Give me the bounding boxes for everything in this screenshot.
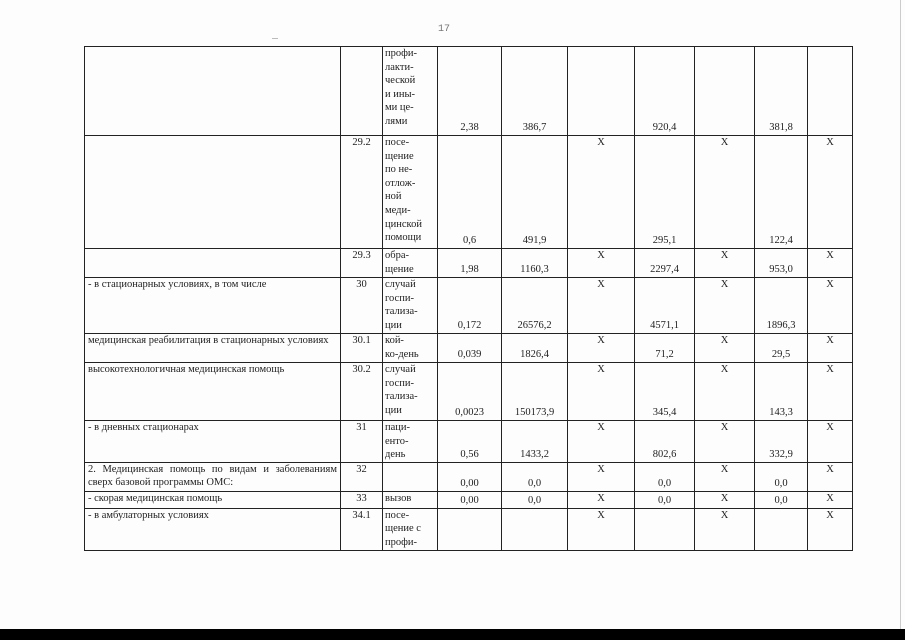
unit-cell bbox=[383, 491, 438, 508]
indicator-name-cell bbox=[85, 47, 341, 136]
unit-line: госпи- bbox=[385, 292, 414, 304]
indicator-name: - в дневных стационарах bbox=[88, 422, 199, 433]
x-mark-cell bbox=[808, 508, 853, 550]
total-cost-cell bbox=[755, 363, 808, 421]
row-number-cell bbox=[341, 249, 383, 278]
indicator-name-cell bbox=[85, 249, 341, 278]
table-row bbox=[85, 462, 853, 491]
x-mark-cell-text: X bbox=[720, 364, 729, 375]
x-mark-cell bbox=[695, 334, 755, 363]
x-mark-cell-text: X bbox=[597, 509, 605, 521]
unit-line: день bbox=[385, 449, 406, 461]
unit-cell bbox=[383, 136, 438, 249]
per-capita-cell bbox=[635, 136, 695, 249]
table-row bbox=[85, 421, 853, 463]
per-capita-cell-text: 2297,4 bbox=[650, 264, 679, 276]
cost-norm-cell bbox=[502, 421, 568, 463]
x-mark-cell bbox=[695, 278, 755, 334]
x-mark-cell-text: X bbox=[826, 509, 834, 521]
unit-line: вызов bbox=[385, 492, 412, 504]
per-capita-cell-text: 0,0 bbox=[657, 478, 672, 490]
indicator-name: - в амбулаторных условиях bbox=[88, 509, 209, 521]
unit-line: ми це- bbox=[385, 102, 414, 114]
x-mark-cell bbox=[695, 421, 755, 463]
cost-norm-cell bbox=[502, 363, 568, 421]
x-mark-cell bbox=[808, 491, 853, 508]
total-cost-cell-text: 381,8 bbox=[769, 122, 793, 134]
unit-line: лакти- bbox=[385, 61, 414, 73]
cost-norm-cell bbox=[502, 491, 568, 508]
row-number-cell bbox=[341, 47, 383, 136]
unit-line: паци- bbox=[385, 422, 411, 433]
total-cost-cell bbox=[755, 278, 808, 334]
unit-cell bbox=[383, 47, 438, 136]
row-number-cell bbox=[341, 491, 383, 508]
total-cost-cell-text: 1896,3 bbox=[766, 320, 796, 332]
x-mark-cell bbox=[695, 363, 755, 421]
volume-norm-cell bbox=[438, 249, 502, 278]
row-number-cell-text: 30 bbox=[356, 279, 367, 290]
unit-line: цинской bbox=[385, 218, 422, 230]
total-cost-cell-text: 0,0 bbox=[774, 478, 788, 490]
unit-line: щение с bbox=[385, 523, 421, 535]
unit-line: профи- bbox=[385, 48, 418, 59]
unit-cell bbox=[383, 508, 438, 550]
per-capita-cell-text: 345,4 bbox=[652, 407, 677, 419]
cost-norm-cell-text: 150173,9 bbox=[514, 407, 555, 419]
row-number-cell-text: 30.1 bbox=[352, 335, 371, 346]
indicator-name: высокотехнологичная медицинская помощь bbox=[88, 364, 285, 375]
x-mark-cell-text: X bbox=[826, 364, 834, 375]
total-cost-cell-text: 143,3 bbox=[769, 407, 793, 419]
table-row bbox=[85, 334, 853, 363]
table-row bbox=[85, 508, 853, 550]
volume-norm-cell-text: 0,00 bbox=[460, 495, 479, 507]
x-mark-cell-text: X bbox=[597, 250, 605, 261]
volume-norm-cell bbox=[438, 421, 502, 463]
unit-cell bbox=[383, 363, 438, 421]
table-row bbox=[85, 136, 853, 249]
per-capita-cell bbox=[635, 421, 695, 463]
cost-norm-cell-text: 1160,3 bbox=[520, 264, 549, 276]
cost-norm-cell-text: 0,0 bbox=[527, 495, 542, 507]
x-mark-cell-text: X bbox=[826, 137, 834, 148]
row-number-cell-text: 29.2 bbox=[352, 137, 371, 148]
cost-norm-cell-text: 0,0 bbox=[527, 478, 542, 490]
total-cost-cell bbox=[755, 334, 808, 363]
unit-cell bbox=[383, 278, 438, 334]
x-mark-cell-text: X bbox=[826, 463, 834, 475]
total-cost-cell bbox=[755, 249, 808, 278]
unit-line: щение bbox=[385, 150, 414, 162]
unit-line: тализа- bbox=[385, 306, 418, 318]
unit-line: лями bbox=[385, 115, 408, 127]
x-mark-cell-text: X bbox=[826, 250, 834, 261]
unit-line: кой- bbox=[385, 335, 404, 346]
x-mark-cell bbox=[568, 491, 635, 508]
cost-norm-cell bbox=[502, 508, 568, 550]
scan-mark bbox=[272, 38, 278, 39]
per-capita-cell bbox=[635, 47, 695, 136]
x-mark-cell bbox=[808, 136, 853, 249]
x-mark-cell bbox=[808, 462, 853, 491]
volume-norm-cell bbox=[438, 462, 502, 491]
unit-cell bbox=[383, 249, 438, 278]
x-mark-cell bbox=[695, 249, 755, 278]
indicator-name-cell bbox=[85, 334, 341, 363]
unit-cell bbox=[383, 334, 438, 363]
per-capita-cell-text: 920,4 bbox=[652, 122, 677, 134]
table-row bbox=[85, 47, 853, 136]
total-cost-cell-text: 122,4 bbox=[769, 235, 793, 247]
total-cost-cell bbox=[755, 421, 808, 463]
volume-norm-cell bbox=[438, 508, 502, 550]
row-number-cell-text: 29.3 bbox=[352, 250, 371, 261]
x-mark-cell-text: X bbox=[597, 335, 605, 346]
x-mark-cell-text: X bbox=[720, 250, 729, 261]
row-number-cell bbox=[341, 508, 383, 550]
x-mark-cell-text: X bbox=[720, 279, 729, 290]
unit-cell bbox=[383, 462, 438, 491]
x-mark-cell-text: X bbox=[720, 463, 729, 475]
x-mark-cell bbox=[695, 47, 755, 136]
page-edge bbox=[900, 0, 901, 629]
x-mark-cell bbox=[808, 249, 853, 278]
total-cost-cell-text: 0,0 bbox=[774, 495, 788, 507]
x-mark-cell-text: X bbox=[826, 422, 834, 433]
per-capita-cell bbox=[635, 278, 695, 334]
per-capita-cell bbox=[635, 508, 695, 550]
per-capita-cell bbox=[635, 334, 695, 363]
row-number-cell-text: 34.1 bbox=[352, 509, 371, 521]
total-cost-cell bbox=[755, 136, 808, 249]
volume-norm-cell-text: 2,38 bbox=[460, 122, 479, 134]
x-mark-cell bbox=[808, 278, 853, 334]
cost-norm-cell bbox=[502, 249, 568, 278]
x-mark-cell bbox=[568, 421, 635, 463]
unit-line: отлож- bbox=[385, 177, 416, 189]
unit-line: енто- bbox=[385, 435, 409, 447]
per-capita-cell-text: 71,2 bbox=[655, 349, 674, 361]
indicator-name: 2. Медицинская помощь по видам и заболеваниям сверх базовой программы ОМС: bbox=[88, 463, 337, 489]
x-mark-cell-text: X bbox=[597, 463, 605, 475]
row-number-cell-text: 30.2 bbox=[352, 364, 371, 375]
total-cost-cell bbox=[755, 462, 808, 491]
x-mark-cell bbox=[695, 491, 755, 508]
x-mark-cell bbox=[568, 508, 635, 550]
x-mark-cell bbox=[568, 462, 635, 491]
cost-norm-cell bbox=[502, 462, 568, 491]
row-number-cell bbox=[341, 334, 383, 363]
x-mark-cell bbox=[808, 363, 853, 421]
x-mark-cell bbox=[808, 47, 853, 136]
table-row bbox=[85, 278, 853, 334]
x-mark-cell bbox=[568, 249, 635, 278]
x-mark-cell bbox=[568, 136, 635, 249]
volume-norm-cell bbox=[438, 136, 502, 249]
unit-line: меди- bbox=[385, 204, 411, 216]
cost-norm-cell-text: 1433,2 bbox=[520, 449, 549, 461]
indicator-name-cell bbox=[85, 278, 341, 334]
row-number-cell bbox=[341, 278, 383, 334]
indicator-name-cell bbox=[85, 136, 341, 249]
volume-norm-cell-text: 0,00 bbox=[460, 478, 479, 490]
cost-norm-cell bbox=[502, 136, 568, 249]
per-capita-cell bbox=[635, 249, 695, 278]
indicator-name-cell bbox=[85, 508, 341, 550]
unit-line: ции bbox=[385, 404, 402, 416]
unit-line: щение bbox=[385, 263, 414, 275]
x-mark-cell-text: X bbox=[597, 422, 605, 433]
unit-line: посе- bbox=[385, 509, 410, 521]
x-mark-cell-text: X bbox=[597, 492, 605, 504]
x-mark-cell-text: X bbox=[720, 509, 729, 521]
cost-norm-cell-text: 386,7 bbox=[522, 122, 547, 134]
row-number-cell-text: 32 bbox=[356, 463, 367, 475]
x-mark-cell-text: X bbox=[720, 492, 729, 504]
table-body bbox=[85, 47, 853, 551]
x-mark-cell bbox=[695, 136, 755, 249]
unit-cell bbox=[383, 421, 438, 463]
x-mark-cell bbox=[568, 47, 635, 136]
total-cost-cell bbox=[755, 491, 808, 508]
indicator-name-cell bbox=[85, 421, 341, 463]
row-number-cell-text: 33 bbox=[356, 492, 367, 504]
x-mark-cell-text: X bbox=[720, 137, 729, 148]
total-cost-cell-text: 953,0 bbox=[769, 264, 793, 276]
indicator-name-cell bbox=[85, 363, 341, 421]
unit-line: обра- bbox=[385, 250, 409, 261]
unit-line: ной bbox=[385, 191, 402, 203]
unit-line: профи- bbox=[385, 536, 418, 548]
indicator-name: - скорая медицинская помощь bbox=[88, 492, 223, 504]
per-capita-cell bbox=[635, 462, 695, 491]
table-row bbox=[85, 491, 853, 508]
per-capita-cell-text: 0,0 bbox=[657, 495, 672, 507]
scan-border bbox=[0, 629, 905, 640]
x-mark-cell-text: X bbox=[597, 137, 605, 148]
indicator-name: медицинская реабилитация в стационарных условиях bbox=[88, 335, 329, 346]
cost-norm-cell bbox=[502, 47, 568, 136]
x-mark-cell-text: X bbox=[720, 422, 729, 433]
volume-norm-cell bbox=[438, 491, 502, 508]
volume-norm-cell-text: 0,039 bbox=[457, 349, 482, 361]
cost-norm-cell-text: 26576,2 bbox=[517, 320, 552, 332]
x-mark-cell-text: X bbox=[826, 279, 834, 290]
x-mark-cell-text: X bbox=[826, 492, 834, 504]
x-mark-cell bbox=[808, 334, 853, 363]
unit-line: случай bbox=[385, 364, 416, 375]
row-number-cell bbox=[341, 363, 383, 421]
volume-norm-cell bbox=[438, 278, 502, 334]
x-mark-cell-text: X bbox=[826, 335, 834, 346]
x-mark-cell-text: X bbox=[720, 335, 729, 346]
total-cost-cell bbox=[755, 508, 808, 550]
table-row bbox=[85, 249, 853, 278]
x-mark-cell bbox=[695, 508, 755, 550]
per-capita-cell-text: 4571,1 bbox=[650, 320, 679, 332]
total-cost-cell bbox=[755, 47, 808, 136]
unit-line: ко-день bbox=[385, 348, 419, 360]
x-mark-cell bbox=[568, 363, 635, 421]
indicator-name-cell bbox=[85, 491, 341, 508]
per-capita-cell-text: 295,1 bbox=[652, 235, 677, 247]
cost-norm-cell bbox=[502, 334, 568, 363]
unit-line: и ины- bbox=[385, 88, 416, 100]
volume-norm-cell-text: 1,98 bbox=[460, 264, 479, 276]
volume-norm-cell-text: 0,56 bbox=[460, 449, 479, 461]
per-capita-cell bbox=[635, 491, 695, 508]
row-number-cell bbox=[341, 462, 383, 491]
row-number-cell bbox=[341, 421, 383, 463]
unit-line: посе- bbox=[385, 137, 410, 148]
cost-norm-cell-text: 1826,4 bbox=[520, 349, 549, 361]
x-mark-cell-text: X bbox=[597, 279, 605, 290]
x-mark-cell bbox=[695, 462, 755, 491]
x-mark-cell bbox=[568, 334, 635, 363]
unit-line: по не- bbox=[385, 164, 413, 176]
tariff-table bbox=[84, 46, 853, 551]
volume-norm-cell bbox=[438, 363, 502, 421]
per-capita-cell-text: 802,6 bbox=[652, 449, 677, 461]
table-row bbox=[85, 363, 853, 421]
cost-norm-cell-text: 491,9 bbox=[522, 235, 547, 247]
unit-line: тализа- bbox=[385, 391, 418, 403]
x-mark-cell bbox=[568, 278, 635, 334]
volume-norm-cell-text: 0,0023 bbox=[455, 407, 484, 419]
unit-line: случай bbox=[385, 279, 416, 290]
row-number-cell bbox=[341, 136, 383, 249]
row-number-cell-text: 31 bbox=[356, 422, 367, 433]
total-cost-cell-text: 29,5 bbox=[771, 349, 791, 361]
indicator-name: - в стационарных условиях, в том числе bbox=[88, 279, 267, 290]
total-cost-cell-text: 332,9 bbox=[769, 449, 793, 461]
indicator-name-cell bbox=[85, 462, 341, 491]
x-mark-cell bbox=[808, 421, 853, 463]
x-mark-cell-text: X bbox=[597, 364, 605, 375]
unit-line: госпи- bbox=[385, 377, 414, 389]
volume-norm-cell-text: 0,172 bbox=[457, 320, 482, 332]
per-capita-cell bbox=[635, 363, 695, 421]
unit-line: ции bbox=[385, 319, 402, 331]
unit-line: ческой bbox=[385, 75, 416, 87]
unit-line: помощи bbox=[385, 232, 422, 244]
volume-norm-cell bbox=[438, 47, 502, 136]
cost-norm-cell bbox=[502, 278, 568, 334]
page-number: 17 bbox=[438, 24, 451, 35]
volume-norm-cell bbox=[438, 334, 502, 363]
volume-norm-cell-text: 0,6 bbox=[462, 235, 477, 247]
